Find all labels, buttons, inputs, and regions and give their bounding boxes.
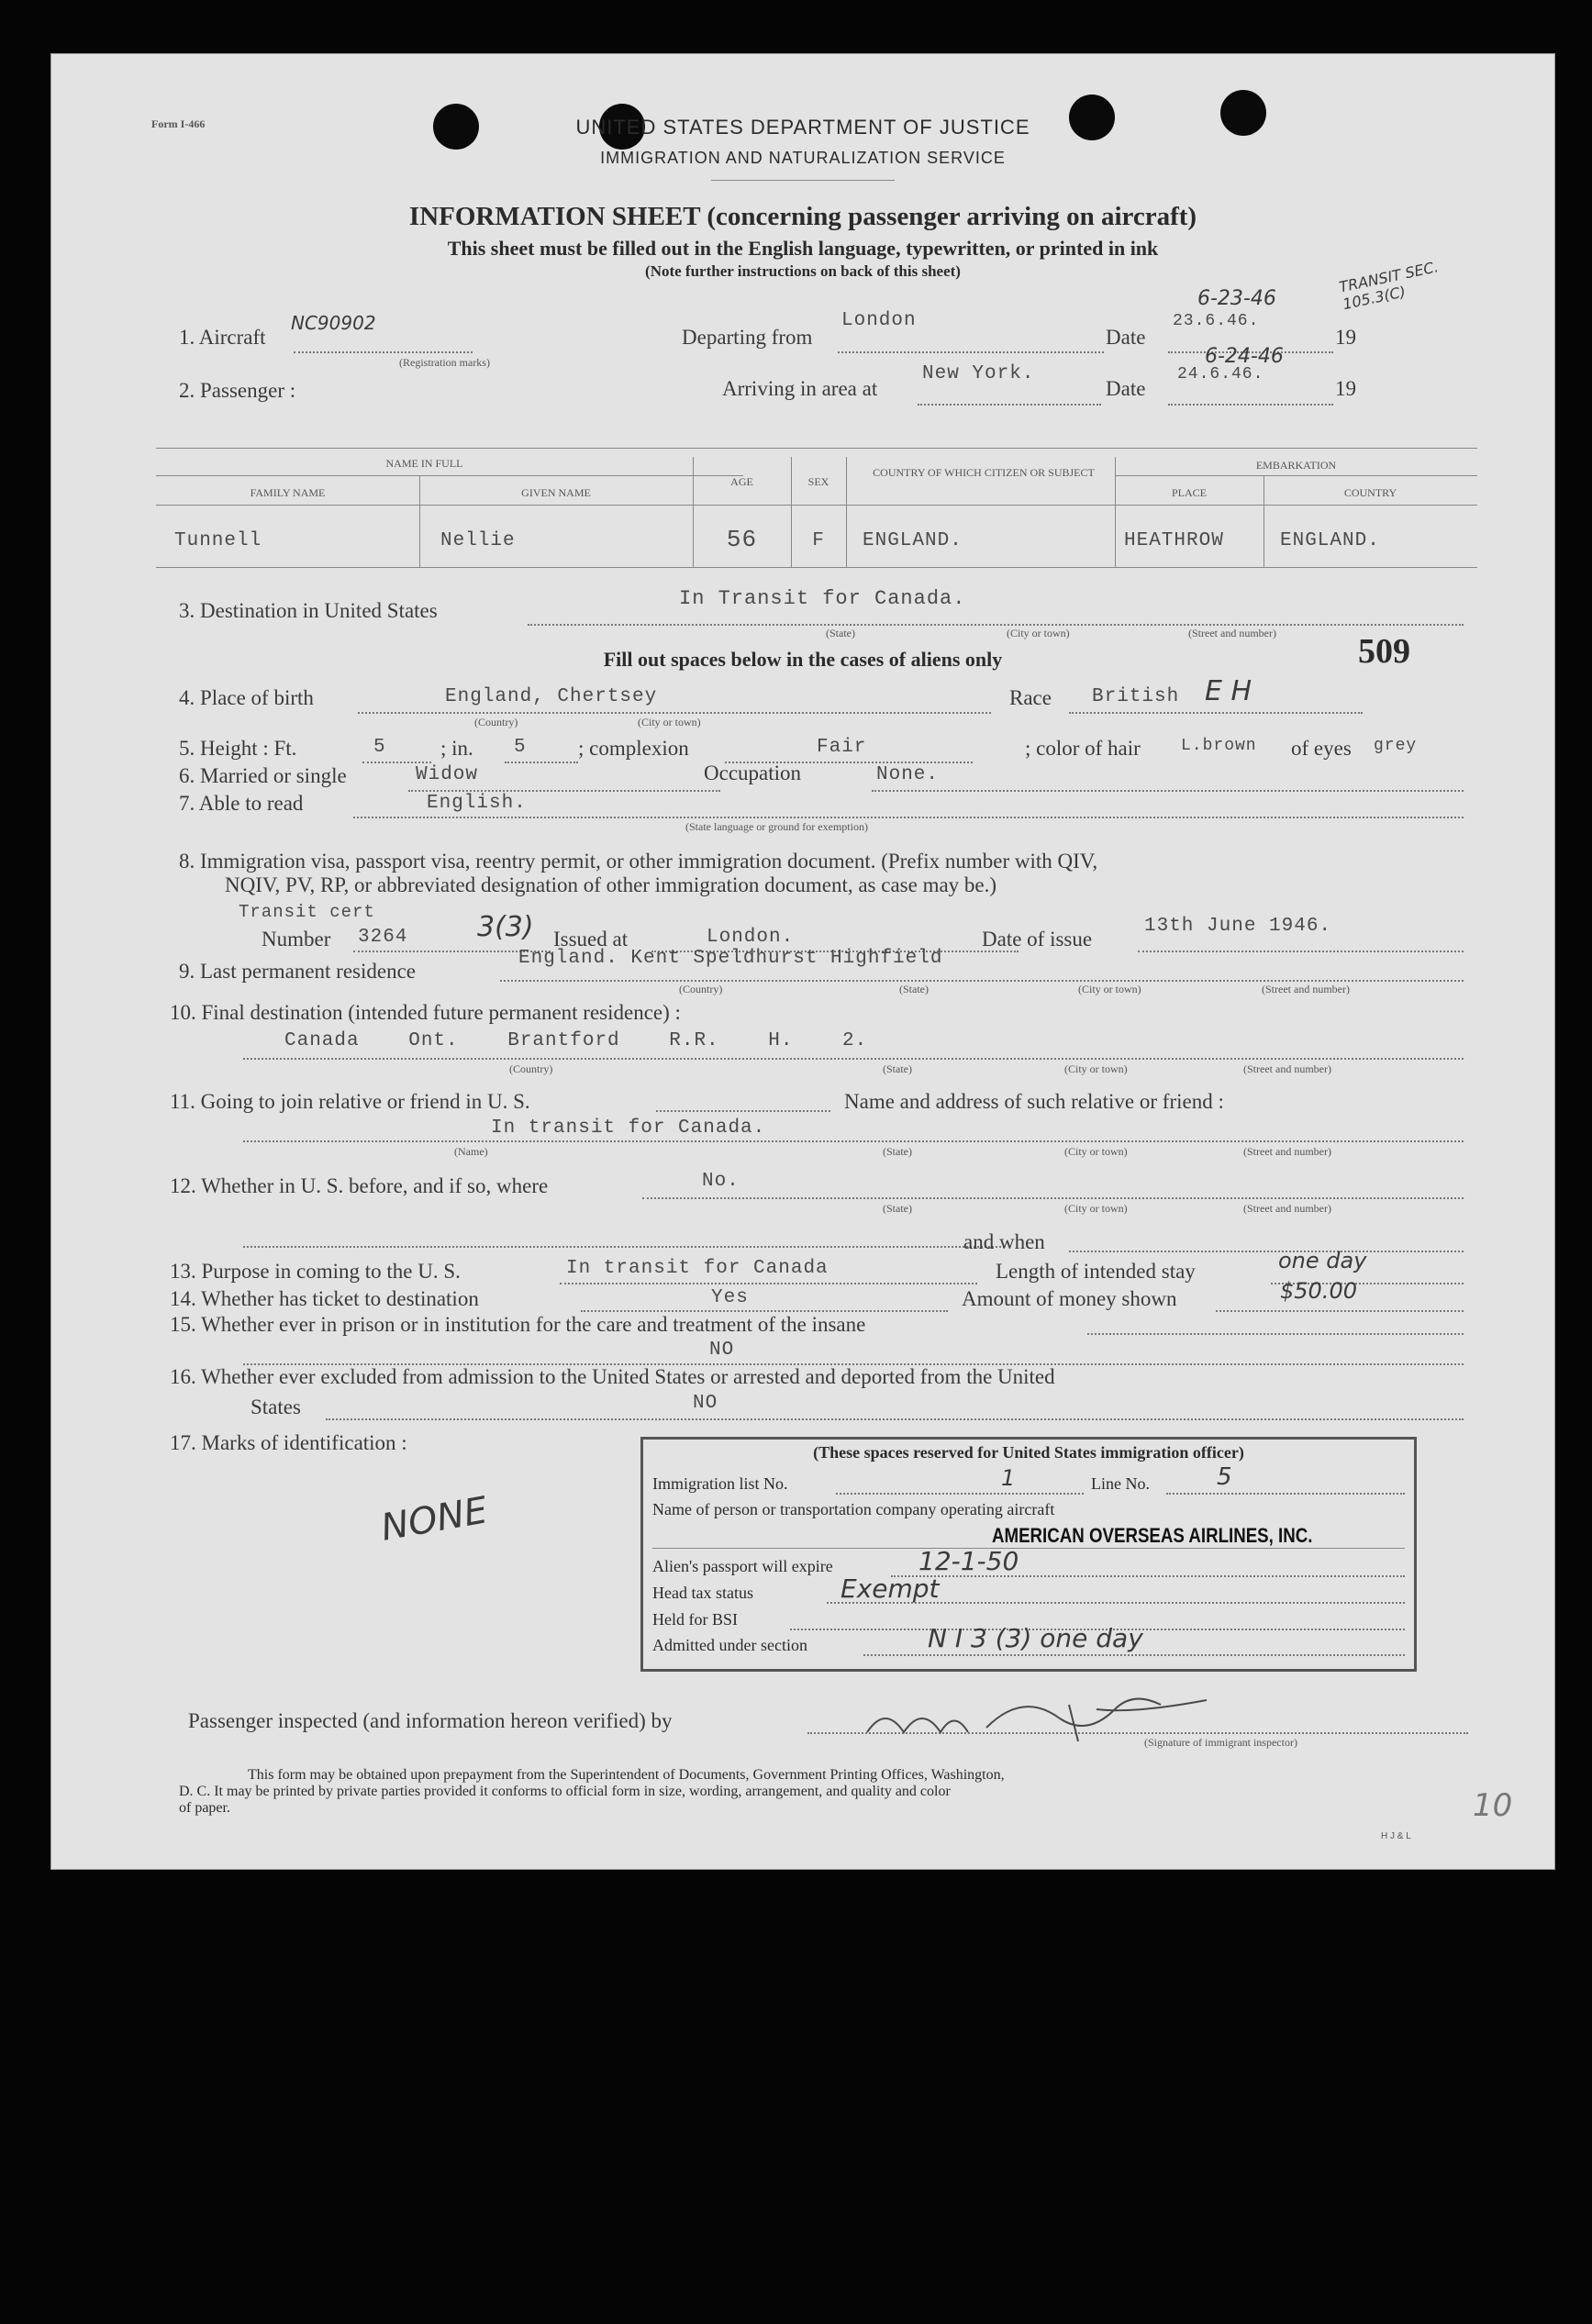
street-caption: (Street and number)	[1243, 1202, 1331, 1215]
printer-code: H J & L	[1381, 1831, 1411, 1841]
final-destination-label: 10. Final destination (intended future permanent residence) :	[170, 1001, 681, 1024]
destination-value: In Transit for Canada.	[679, 587, 966, 610]
state-caption: (State)	[883, 1202, 912, 1215]
arriving-date-hand: 6-24-46	[1205, 345, 1284, 368]
read-value: English.	[427, 793, 527, 814]
issue-date-label: Date of issue	[982, 928, 1093, 951]
final-destination-value: Canada Ont. Brantford R.R. H. 2.	[284, 1030, 868, 1051]
country-caption: (Country)	[679, 983, 723, 995]
document-label-2: NQIV, PV, RP, or abbreviated designation of other immigration document, as case may be.)	[225, 873, 997, 896]
departing-date-hand: 6-23-46	[1197, 287, 1276, 310]
issued-value: London.	[707, 927, 795, 948]
city-caption: (City or town)	[1064, 1202, 1128, 1215]
issue-date-value: 13th June 1946.	[1144, 916, 1332, 937]
marks-label: 17. Marks of identification :	[170, 1431, 407, 1454]
before-value: No.	[702, 1171, 740, 1192]
bsi-label: Held for BSI	[652, 1610, 738, 1629]
join-value: In transit for Canada.	[491, 1118, 766, 1139]
agency-name: UNITED STATES DEPARTMENT OF JUSTICE	[575, 116, 1030, 139]
complexion-value: Fair	[817, 737, 867, 758]
section-value: N I 3 (3) one day	[928, 1623, 1143, 1653]
form-sheet	[50, 53, 1555, 1870]
transit-stamp: TRANSIT SEC. 105.3(C)	[1337, 258, 1441, 314]
embark-country-cell: ENGLAND.	[1280, 530, 1380, 551]
family-name-cell: Tunnell	[174, 530, 262, 551]
section-label: Admitted under section	[652, 1636, 807, 1654]
ticket-value: Yes	[711, 1287, 749, 1308]
date-label: Date	[1106, 326, 1146, 349]
join-label: 11. Going to join relative or friend in U. S.	[170, 1090, 530, 1113]
stay-value: one day	[1278, 1248, 1367, 1273]
residence-label: 9. Last permanent residence	[179, 960, 416, 983]
when-label: and when	[963, 1230, 1045, 1253]
carrier-stamp: AMERICAN OVERSEAS AIRLINES, INC.	[992, 1524, 1313, 1547]
page-title: INFORMATION SHEET (concerning passenger arriving on aircraft)	[408, 202, 1197, 231]
stay-label: Length of intended stay	[996, 1260, 1196, 1283]
hair-value: L.brown	[1181, 737, 1257, 755]
age-cell: 56	[726, 526, 758, 553]
departing-value: London	[841, 310, 917, 331]
number-value: 3264	[358, 927, 408, 948]
occupation-label: Occupation	[704, 762, 802, 784]
race-label: Race	[1009, 686, 1052, 709]
hair-label: ; color of hair	[1025, 737, 1141, 760]
purpose-value: In transit for Canada	[566, 1258, 829, 1279]
footer-text-3: of paper.	[179, 1800, 230, 1816]
height-feet: 5	[373, 737, 386, 758]
join-name-label: Name and address of such relative or friend :	[844, 1090, 1224, 1113]
aliens-only-heading: Fill out spaces below in the cases of aliens only	[603, 648, 1003, 671]
aircraft-label: 1. Aircraft	[179, 326, 266, 349]
instruction-note: (Note further instructions on back of this sheet)	[645, 262, 961, 280]
arriving-value: New York.	[922, 363, 1035, 384]
place-header: PLACE	[1171, 486, 1207, 499]
given-name-header: GIVEN NAME	[521, 486, 591, 499]
excluded-label: 16. Whether ever excluded from admission to the United States or arrested and deported from the United	[170, 1365, 1055, 1388]
arriving-date-label: Date	[1106, 377, 1146, 400]
birth-value: England, Chertsey	[445, 686, 658, 707]
eyes-value: grey	[1374, 737, 1418, 755]
number-hand: 3(3)	[477, 911, 534, 943]
complexion-label: ; complexion	[578, 737, 689, 760]
year-suffix: 19	[1335, 326, 1356, 349]
list-value: 1	[1001, 1465, 1016, 1491]
marital-value: Widow	[416, 764, 479, 785]
document-label: 8. Immigration visa, passport visa, reentry permit, or other immigration document. (Prefix number with QIV,	[179, 850, 1098, 873]
purpose-label: 13. Purpose in coming to the U. S.	[170, 1260, 461, 1283]
instruction: This sheet must be filled out in the English language, typewritten, or printed in ink	[447, 237, 1159, 260]
inches-label: ; in.	[440, 737, 473, 760]
money-label: Amount of money shown	[962, 1287, 1177, 1310]
city-caption: (City or town)	[1078, 983, 1141, 995]
excluded-value: NO	[693, 1393, 718, 1414]
aircraft-value: NC90902	[291, 312, 376, 334]
issued-label: Issued at	[553, 928, 629, 951]
passport-expire-label: Alien's passport will expire	[652, 1557, 833, 1575]
ticket-label: 14. Whether has ticket to destination	[170, 1287, 479, 1310]
head-tax-label: Head tax status	[652, 1584, 753, 1602]
footer-text-2: D. C. It may be printed by private parties provided it conforms to official form in size, wording, arrangement, and quality and color	[179, 1784, 951, 1799]
footer-text-1: This form may be obtained upon prepayment from the Superintendent of Documents, Government Printing Offices, Washington,	[248, 1767, 1005, 1783]
name-in-full-header: NAME IN FULL	[385, 457, 463, 470]
read-label: 7. Able to read	[179, 792, 304, 815]
registration-caption: (Registration marks)	[399, 356, 490, 369]
street-caption: (Street and number)	[1188, 627, 1276, 639]
city-caption: (City or town)	[1007, 627, 1070, 639]
departing-date: 23.6.46.	[1173, 312, 1260, 330]
embarkation-header: EMBARKATION	[1255, 459, 1337, 472]
street-caption: (Street and number)	[1262, 983, 1350, 995]
signature-caption: (Signature of immigrant inspector)	[1144, 1736, 1297, 1749]
state-caption: (State)	[826, 627, 855, 639]
departing-label: Departing from	[682, 326, 813, 349]
residence-value: England. Kent Speldhurst Highfield	[518, 948, 943, 969]
race-value: British	[1092, 686, 1180, 707]
money-value: $50.00	[1280, 1278, 1357, 1304]
citizen-country-header: COUNTRY OF WHICH CITIZEN OR SUBJECT	[873, 466, 1095, 479]
sex-cell: F	[812, 530, 825, 551]
sex-header: SEX	[807, 475, 829, 488]
service-name: IMMIGRATION AND NATURALIZATION SERVICE	[600, 149, 1006, 167]
street-caption: (Street and number)	[1243, 1062, 1331, 1075]
city-caption: (City or town)	[638, 716, 701, 728]
state-caption: (State)	[883, 1062, 912, 1075]
height-inches: 5	[514, 737, 527, 758]
height-label: 5. Height : Ft.	[179, 737, 297, 760]
given-name-cell: Nellie	[440, 530, 516, 551]
eyes-label: of eyes	[1291, 737, 1352, 760]
form-number: Form I-466	[151, 117, 206, 130]
official-use-box	[640, 1437, 1417, 1672]
list-label: Immigration list No.	[652, 1474, 788, 1493]
marital-label: 6. Married or single	[179, 764, 347, 787]
inspected-label: Passenger inspected (and information hereon verified) by	[188, 1709, 673, 1732]
carrier-label: Name of person or transportation company operating aircraft	[652, 1500, 1055, 1518]
arriving-date: 24.6.46.	[1177, 365, 1264, 384]
occupation-value: None.	[876, 764, 940, 785]
destination-label: 3. Destination in United States	[179, 599, 438, 622]
citizen-country-cell: ENGLAND.	[863, 530, 963, 551]
state-caption: (State)	[883, 1145, 912, 1158]
family-name-header: FAMILY NAME	[250, 486, 326, 499]
embark-country-header: COUNTRY	[1343, 486, 1397, 499]
divider	[711, 180, 895, 181]
country-caption: (Country)	[474, 716, 518, 728]
arriving-year-suffix: 19	[1335, 377, 1356, 400]
state-caption: (State)	[899, 983, 929, 995]
page-mark: 10	[1473, 1787, 1513, 1824]
prison-value: NO	[709, 1340, 735, 1361]
read-caption: (State language or ground for exemption)	[685, 820, 868, 833]
number-label: Number	[262, 928, 331, 951]
line-value: 5	[1217, 1463, 1232, 1491]
passport-expire-value: 12-1-50	[918, 1546, 1019, 1576]
official-box-title: (These spaces reserved for United States immigration officer)	[813, 1443, 1244, 1462]
excluded-label-2: States	[250, 1396, 301, 1418]
head-tax-value: Exempt	[841, 1573, 940, 1604]
arriving-label: Arriving in area at	[722, 377, 878, 400]
place-cell: HEATHROW	[1124, 530, 1224, 551]
name-caption: (Name)	[454, 1145, 488, 1158]
document-prefix: Transit cert	[239, 902, 375, 922]
country-caption: (Country)	[509, 1062, 553, 1075]
birth-label: 4. Place of birth	[179, 686, 314, 709]
race-hand: E H	[1205, 675, 1252, 707]
prison-label: 15. Whether ever in prison or in institution for the care and treatment of the insane	[170, 1313, 866, 1336]
line-label: Line No.	[1091, 1474, 1150, 1493]
before-label: 12. Whether in U. S. before, and if so, where	[170, 1174, 549, 1197]
age-header: AGE	[730, 475, 753, 488]
sheet-number: 509	[1358, 632, 1410, 671]
city-caption: (City or town)	[1064, 1145, 1128, 1158]
passenger-label: 2. Passenger :	[179, 379, 296, 402]
street-caption: (Street and number)	[1243, 1145, 1331, 1158]
city-caption: (City or town)	[1064, 1062, 1128, 1075]
marks-value: NONE	[377, 1489, 491, 1550]
